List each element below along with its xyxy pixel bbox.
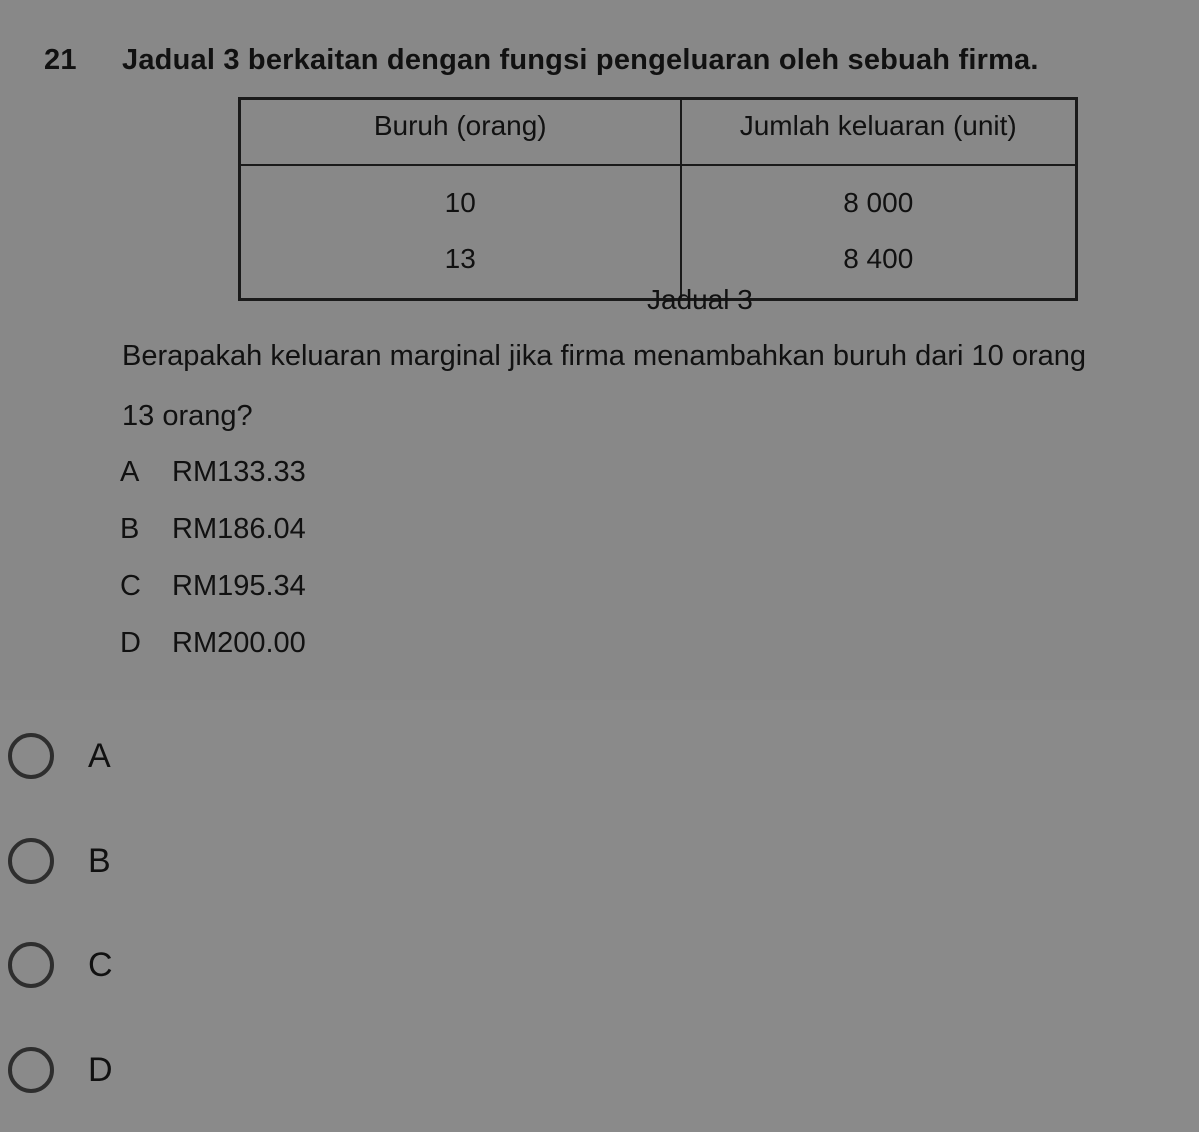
answer-choice-label: C — [88, 945, 113, 984]
answer-choice-c[interactable] — [8, 942, 113, 988]
question-prompt-line2: 13 orang? — [122, 400, 253, 432]
option-d — [120, 627, 306, 660]
radio-button[interactable] — [8, 838, 54, 884]
option-b — [120, 513, 306, 546]
radio-button[interactable] — [8, 1047, 54, 1093]
table-header-output: Jumlah keluaran (unit) — [681, 99, 1077, 165]
option-c — [120, 570, 306, 603]
production-table — [238, 97, 1078, 301]
answer-choice-d[interactable] — [8, 1047, 113, 1093]
option-letter: C — [120, 570, 141, 602]
answer-choice-b[interactable] — [8, 838, 111, 884]
option-letter: D — [120, 627, 141, 659]
table-cell-labour: 10 — [240, 165, 681, 231]
answer-choice-label: A — [88, 736, 111, 775]
answer-choice-label: D — [88, 1050, 113, 1089]
question-stem: Jadual 3 berkaitan dengan fungsi pengeluaran oleh sebuah firma. — [122, 44, 1039, 76]
question-number: 21 — [44, 44, 77, 76]
table-cell-output: 8 000 — [681, 165, 1077, 231]
option-text: RM200.00 — [172, 627, 306, 659]
option-letter: B — [120, 513, 140, 545]
option-a — [120, 456, 306, 489]
table-cell-output: 8 400 — [681, 231, 1077, 300]
table-caption: Jadual 3 — [647, 284, 753, 315]
table-header-labour: Buruh (orang) — [240, 99, 681, 165]
radio-button[interactable] — [8, 733, 54, 779]
question-prompt-line1: Berapakah keluaran marginal jika firma menambahkan buruh dari 10 orang — [122, 340, 1086, 372]
option-text: RM195.34 — [172, 570, 306, 602]
table-row — [240, 165, 1077, 231]
table-header-row — [240, 99, 1077, 165]
option-text: RM186.04 — [172, 513, 306, 545]
table-cell-labour: 13 — [240, 231, 681, 300]
option-text: RM133.33 — [172, 456, 306, 488]
option-letter: A — [120, 456, 140, 488]
radio-button[interactable] — [8, 942, 54, 988]
answer-choice-label: B — [88, 841, 111, 880]
answer-choice-a[interactable] — [8, 733, 111, 779]
